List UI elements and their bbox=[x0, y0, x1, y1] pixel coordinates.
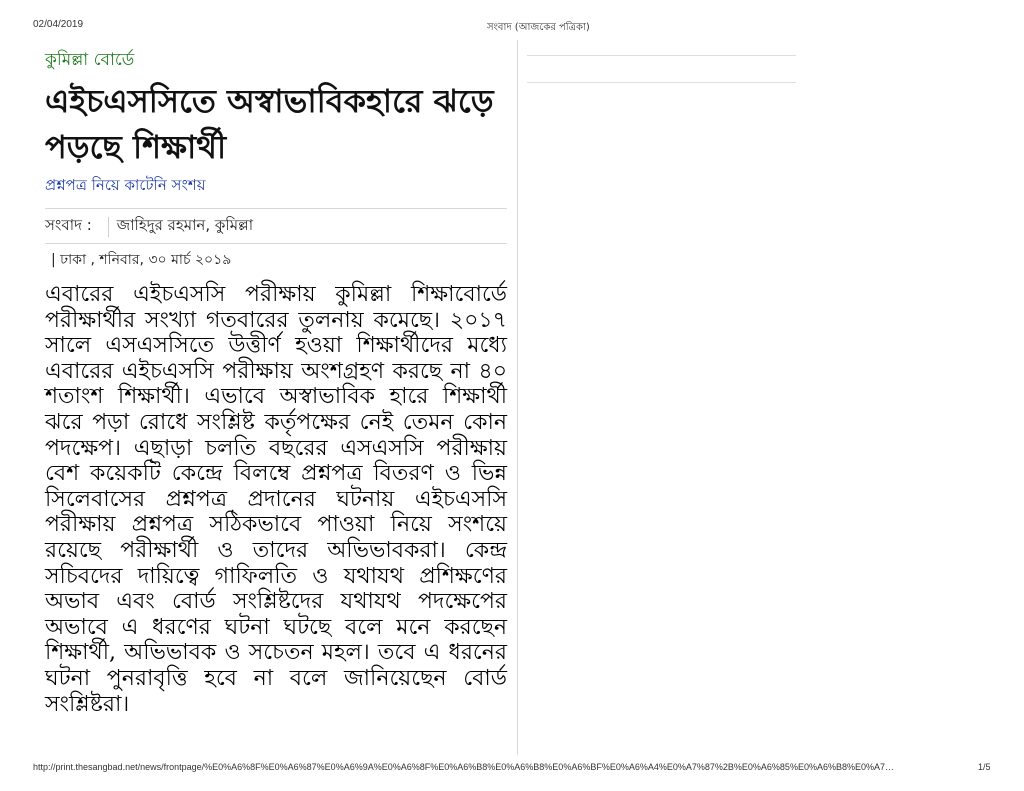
print-date: 02/04/2019 bbox=[33, 19, 84, 30]
sidebar-rule-top bbox=[527, 55, 796, 56]
print-page-title: সংবাদ (আজকের পত্রিকা) bbox=[487, 22, 590, 33]
byline-label: সংবাদ : bbox=[45, 216, 92, 234]
byline-divider bbox=[108, 217, 109, 237]
print-source-url: http://print.thesangbad.net/news/frontpage/%E0%A6%8F%E0%A6%87%E0%A6%9A%E0%A6%8F%E0%A6%B8%E0%A6%B8%E0%A6%BF%E0%A6%A4%E0%A7%87%2B%E0%A6%85%E0%A6%B8%E0%A7… bbox=[33, 762, 894, 772]
article-body: এবারের এইচএসসি পরীক্ষায় কুমিল্লা শিক্ষাবোর্ডে পরীক্ষার্থীর সংখ্যা গতবারের তুলনায় কমেছে। ২০১৭ সালে এসএসসিতে উত্তীর্ণ হওয়া শিক্ষার্থীদের মধ্যে এবারের এইচএসসি পরীক্ষায় অংশগ্রহণ করছে না ৪০ শতাংশ শিক্ষার্থী। এভাবে অস্বাভাবিক হারে শিক্ষার্থী ঝরে পড়া রোধে সংশ্লিষ্ট কর্তৃপক্ষের নেই তেমন কোন পদক্ষেপ। এছাড়া চলতি বছরের এসএসসি পরীক্ষায় বেশ কয়েকটি কেন্দ্রে বিলম্বে প্রশ্নপত্র বিতরণ ও ভিন্ন সিলেবাসের প্রশ্নপত্র প্রদানের ঘটনায় এইচএসসি পরীক্ষায় প্রশ্নপত্র সঠিকভাবে পাওয়া নিয়ে সংশয়ে রয়েছে পরীক্ষার্থী ও তাদের অভিভাবকরা। কেন্দ্র সচিবদের দায়িত্বে গাফিলতি ও যথাযথ প্রশিক্ষণের অভাব এবং বোর্ড সংশ্লিষ্টদের যথাযথ পদক্ষেপের অভাবে এ ধরণের ঘটনা ঘটছে বলে মনে করছেন শিক্ষার্থী, অভিভাবক ও সচেতন মহল। তবে এ ধরনের ঘটনা পুনরাবৃত্তি হবে না বলে জানিয়েছেন বোর্ড সংশ্লিষ্টরা। bbox=[45, 282, 507, 717]
article-headline: এইচএসসিতে অস্বাভাবিকহারে ঝড়ে পড়ছে শিক্ষার্থী bbox=[45, 82, 494, 166]
article-dateline: | ঢাকা , শনিবার, ৩০ মার্চ ২০১৯ bbox=[51, 252, 232, 268]
byline-author: জাহিদুর রহমান, কুমিল্লা bbox=[116, 216, 254, 234]
byline bbox=[45, 208, 507, 244]
article-shoulder: কুমিল্লা বোর্ডে bbox=[45, 50, 135, 70]
sidebar-rule-bottom bbox=[527, 82, 796, 83]
article-subhead: প্রশ্নপত্র নিয়ে কাটেনি সংশয় bbox=[45, 176, 206, 194]
print-page-number: 1/5 bbox=[978, 762, 991, 772]
column-divider bbox=[517, 40, 518, 755]
article bbox=[45, 48, 507, 717]
